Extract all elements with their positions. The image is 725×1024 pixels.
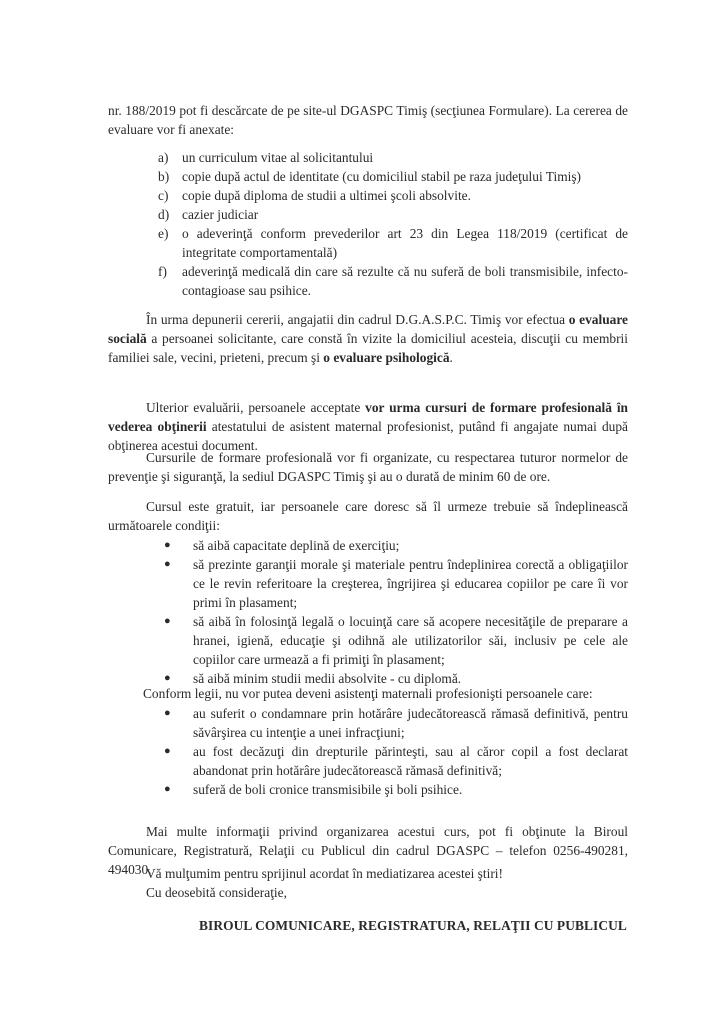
list-item-text: suferă de boli cronice transmisibile şi boli psihice. [193, 782, 463, 797]
list-item-text: au fost decăzuţi din drepturile părinteşti, sau al căror copil a fost declarat abandonat prin hotărâre judecătorească rămasă definitivă; [193, 744, 628, 778]
list-item-text: copie după diploma de studii a ultimei şcoli absolvite. [182, 188, 471, 203]
followup-paragraph [108, 398, 628, 455]
annex-list [158, 148, 628, 300]
courses-paragraph: Cursurile de formare profesională vor fi organizate, cu respectarea tuturor normelor de prevenţie şi siguranţă, la sediul DGASPC Timiş şi au o durată de minim 60 de ore. [108, 450, 628, 484]
list-marker: d) [158, 207, 170, 222]
list-item [158, 262, 628, 300]
bullet-icon: ● [164, 707, 171, 719]
exclusions-list [164, 704, 628, 799]
list-item [164, 704, 628, 742]
free-course-paragraph: Cursul este gratuit, iar persoanele care doresc să îl urmeze trebuie să îndeplinească următoarele condiţii: [108, 499, 628, 533]
intro-paragraph: nr. 188/2019 pot fi descărcate de pe site-ul DGASPC Timiş (secţiunea Formulare). La cererea de evaluare vor fi anexate: [108, 103, 628, 137]
list-item [158, 186, 628, 205]
list-item [158, 224, 628, 262]
bullet-icon: ● [164, 783, 171, 795]
list-item-text: au suferit o condamnare prin hotărâre judecătorească rămasă definitivă, pentru săvârşirea cu intenţie a unei infracţiuni; [193, 706, 628, 740]
signature-block: BIROUL COMUNICARE, REGISTRATURA, RELAŢII CU PUBLICUL [199, 918, 627, 933]
list-item-text: o adeverinţă conform prevederilor art 23 din Legea 118/2019 (certificat de integritate comportamentală) [182, 226, 628, 260]
list-item [158, 205, 628, 224]
list-item [164, 742, 628, 780]
conditions-list [164, 536, 628, 688]
list-item-text: adeverinţă medicală din care să rezulte că nu suferă de boli transmisibile, infecto-contagioase sau psihice. [182, 264, 628, 298]
list-marker: a) [158, 150, 169, 165]
list-item [164, 780, 628, 799]
text-run: atestatului de asistent maternal profesionist, putând fi angajate numai după obţinerea acestui document. [108, 419, 628, 453]
bold-run: vor urma cursuri de formare profesională în vederea obţinerii [108, 400, 628, 434]
evaluation-paragraph [108, 310, 628, 367]
list-item-text: cazier judiciar [182, 207, 259, 222]
list-item-text: să aibă în folosinţă legală o locuinţă care să acopere necesităţile de preparare a hranei, igienă, educaţie şi odihnă ale utilizatorilor săi, inclusiv pe cele ale copiilor care urmează a fi primiţi în plasament; [193, 614, 628, 667]
list-item-text: copie după actul de identitate (cu domiciliul stabil pe raza judeţului Timiş) [182, 169, 582, 184]
thanks-line: Vă mulţumim pentru sprijinul acordat în mediatizarea acestei ştiri! [146, 866, 503, 881]
list-item-text: să aibă minim studii medii absolvite - cu diplomă. [193, 671, 462, 686]
list-item-text: un curriculum vitae al solicitantului [182, 150, 374, 165]
text-run: . [449, 350, 453, 365]
closing-line: Cu deosebită consideraţie, [146, 885, 287, 900]
list-item [158, 167, 628, 186]
list-item [164, 612, 628, 669]
list-marker: f) [158, 264, 167, 279]
bullet-icon: ● [164, 745, 171, 757]
bold-run: o evaluare psihologică [323, 350, 450, 365]
bullet-icon: ● [164, 539, 171, 551]
text-run: În urma depunerii cererii, angajatii din cadrul D.G.A.S.P.C. Timiş vor efectua [146, 312, 569, 327]
list-marker: e) [158, 226, 169, 241]
list-marker: b) [158, 169, 170, 184]
list-item-text: să prezinte garanţii morale şi materiale pentru îndeplinirea corectă a obligaţiilor ce le revin referitoare la creşterea, îngrijirea şi educarea copiilor pe care îi vor primi în plasament; [193, 557, 628, 610]
info-paragraph: Mai multe informaţii privind organizarea acestui curs, pot fi obţinute la Biroul Comunicare, Registratură, Relaţii cu Publicul din cadrul DGASPC – telefon 0256-490281, 494030. [108, 824, 628, 877]
list-item-text: să aibă capacitate deplină de exerciţiu; [193, 538, 400, 553]
bullet-icon: ● [164, 615, 171, 627]
law-paragraph: Conform legii, nu vor putea deveni asistenţi maternali profesionişti persoanele care: [143, 686, 593, 701]
text-run: a persoanei solicitante, care constă în vizite la domiciliul acesteia, discuţii cu membrii familiei sale, vecini, prieteni, precum şi [108, 331, 628, 365]
bold-run: o evaluare socială [108, 312, 628, 346]
list-marker: c) [158, 188, 169, 203]
text-run: Ulterior evaluării, persoanele acceptate [146, 400, 366, 415]
list-item [158, 148, 628, 167]
bullet-icon: ● [164, 672, 171, 684]
list-item [164, 536, 628, 555]
bullet-icon: ● [164, 558, 171, 570]
list-item [164, 555, 628, 612]
